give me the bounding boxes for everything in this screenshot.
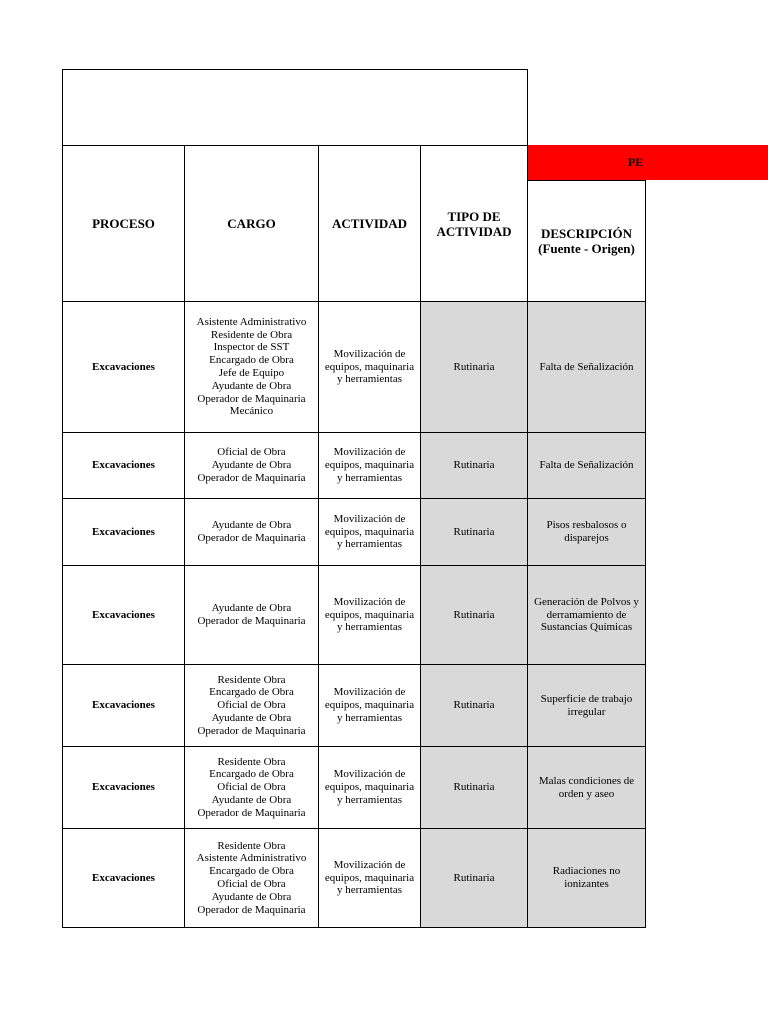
header-descripcion: DESCRIPCIÓN (Fuente - Origen) bbox=[538, 226, 635, 256]
column-line bbox=[645, 180, 646, 928]
cell-tipo-actividad: Rutinaria bbox=[421, 747, 527, 828]
cell-descripcion: Radiaciones no ionizantes bbox=[528, 829, 645, 927]
row-line bbox=[62, 746, 646, 747]
cell-proceso: Excavaciones bbox=[92, 699, 155, 712]
cell-proceso: Excavaciones bbox=[92, 525, 155, 538]
cell-tipo-actividad: Rutinaria bbox=[421, 566, 527, 664]
cell-actividad: Movilización de equipos, maquinaria y herramientas bbox=[324, 347, 415, 386]
cell-proceso: Excavaciones bbox=[92, 459, 155, 472]
peligro-band bbox=[528, 145, 768, 180]
cell-tipo-actividad: Rutinaria bbox=[421, 829, 527, 927]
cell-actividad: Movilización de equipos, maquinaria y herramientas bbox=[324, 858, 415, 897]
column-line bbox=[184, 145, 185, 928]
row-line bbox=[62, 828, 646, 829]
header-proceso: PROCESO bbox=[92, 216, 155, 231]
header-top-line bbox=[62, 145, 528, 146]
cell-actividad: Movilización de equipos, maquinaria y herramientas bbox=[324, 768, 415, 806]
cell-cargo: Residente Obra Encargado de Obra Oficial de Obra Ayudante de Obra Operador de Maquinaria bbox=[197, 755, 306, 819]
title-box-top bbox=[62, 69, 528, 70]
cell-tipo-actividad: Rutinaria bbox=[421, 665, 527, 746]
cell-descripcion: Generación de Polvos y derramamiento de Sustancias Químicas bbox=[528, 566, 645, 664]
column-line bbox=[420, 145, 421, 928]
cell-cargo: Asistente Administrativo Residente de Obra Inspector de SST Encargado de Obra Jefe de Equipo Ayudante de Obra Operador de Maquinaria Mecánico bbox=[196, 315, 307, 418]
cell-tipo-actividad: Rutinaria bbox=[421, 302, 527, 432]
cell-proceso: Excavaciones bbox=[92, 871, 155, 884]
column-line bbox=[62, 145, 63, 928]
cell-descripcion: Pisos resbalosos o disparejos bbox=[528, 499, 645, 565]
cell-cargo: Oficial de Obra Ayudante de Obra Operador de Maquinaria bbox=[197, 446, 306, 484]
cell-cargo: Ayudante de Obra Operador de Maquinaria bbox=[197, 602, 306, 627]
header-tipo-actividad: TIPO DE ACTIVIDAD bbox=[436, 208, 512, 239]
header-actividad: ACTIVIDAD bbox=[331, 216, 408, 231]
cell-descripcion: Superficie de trabajo irregular bbox=[528, 665, 645, 746]
cell-actividad: Movilización de equipos, maquinaria y herramientas bbox=[324, 686, 415, 724]
cell-cargo: Ayudante de Obra Operador de Maquinaria bbox=[197, 519, 306, 544]
descripcion-header-top-line bbox=[527, 180, 646, 181]
column-line bbox=[318, 145, 319, 928]
peligro-band-label: PE bbox=[628, 155, 644, 170]
row-line bbox=[62, 432, 646, 433]
row-line bbox=[62, 927, 646, 928]
cell-cargo: Residente Obra Encargado de Obra Oficial de Obra Ayudante de Obra Operador de Maquinaria bbox=[197, 673, 306, 737]
column-line bbox=[527, 145, 528, 928]
header-cargo: CARGO bbox=[227, 216, 276, 231]
cell-cargo: Residente Obra Asistente Administrativo Encargado de Obra Oficial de Obra Ayudante de Obra Operador de Maquinaria bbox=[196, 839, 307, 916]
cell-descripcion: Falta de Señalización bbox=[528, 302, 645, 432]
cell-proceso: Excavaciones bbox=[92, 781, 155, 794]
cell-proceso: Excavaciones bbox=[92, 360, 155, 373]
cell-actividad: Movilización de equipos, maquinaria y herramientas bbox=[324, 595, 415, 634]
cell-descripcion: Malas condiciones de orden y aseo bbox=[528, 747, 645, 828]
title-box-left bbox=[62, 69, 63, 146]
title-box-right bbox=[527, 69, 528, 146]
cell-actividad: Movilización de equipos, maquinaria y herramientas bbox=[324, 446, 415, 484]
cell-descripcion: Falta de Señalización bbox=[528, 433, 645, 498]
row-line bbox=[62, 565, 646, 566]
row-line bbox=[62, 498, 646, 499]
cell-proceso: Excavaciones bbox=[92, 608, 155, 621]
cell-tipo-actividad: Rutinaria bbox=[421, 499, 527, 565]
row-line bbox=[62, 301, 646, 302]
row-line bbox=[62, 664, 646, 665]
cell-tipo-actividad: Rutinaria bbox=[421, 433, 527, 498]
cell-actividad: Movilización de equipos, maquinaria y herramientas bbox=[324, 512, 415, 551]
